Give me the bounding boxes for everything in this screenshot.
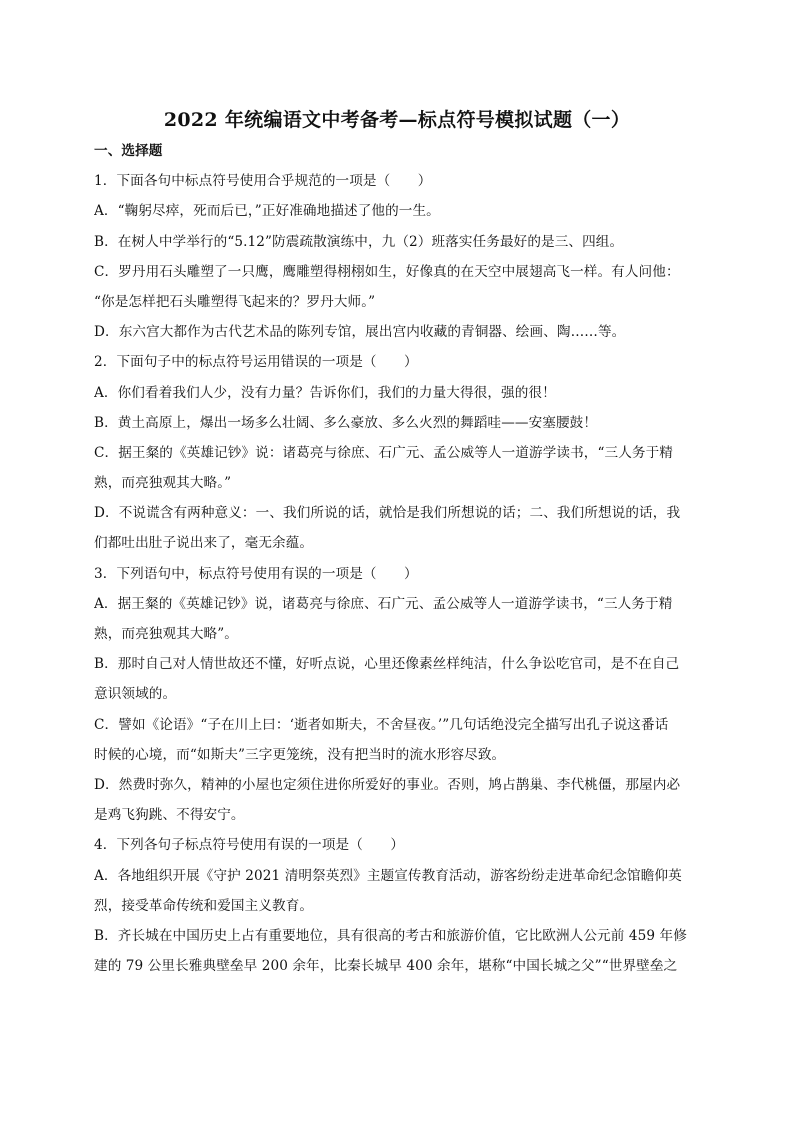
question-3-option-d-cont: 是鸡飞狗跳、不得安宁。 — [94, 807, 245, 824]
question-3-option-c: C．譬如《论语》“子在川上曰：‘逝者如斯夫，不舍昼夜。’”几句话绝没完全描写出孔子说这番话 — [94, 716, 669, 733]
question-3-stem: 3．下列语句中，标点符号使用有误的一项是（ ） — [94, 565, 418, 582]
question-1-option-c-cont: “你是怎样把石头雕塑得飞起来的？罗丹大师。” — [94, 293, 376, 310]
question-2-option-c: C．据王粲的《英雄记钞》说：诸葛亮与徐庶、石广元、孟公威等人一道游学读书，“三人务于精 — [94, 444, 673, 461]
question-4-option-b: B．齐长城在中国历史上占有重要地位，具有很高的考古和旅游价值，它比欧洲人公元前 459 年修 — [94, 927, 687, 944]
question-1-stem: 1．下面各句中标点符号使用合乎规范的一项是（ ） — [94, 173, 432, 190]
question-2-option-d-cont: 们都吐出肚子说出来了，毫无余蕴。 — [94, 535, 314, 552]
question-2-option-b: B．黄土高原上，爆出一场多么壮阔、多么豪放、多么火烈的舞蹈哇——安塞腰鼓！ — [94, 414, 598, 431]
question-3-option-c-cont: 时候的心境，而“如斯夫”三字更笼统，没有把当时的流水形容尽致。 — [94, 746, 506, 763]
question-4-option-a-cont: 烈，接受革命传统和爱国主义教育。 — [94, 897, 314, 914]
question-3-option-d: D．然费时弥久，精神的小屋也定须住进你所爱好的事业。否则，鸠占鹊巢、李代桃僵，那屋内必 — [94, 776, 681, 793]
document-title: 2022 年统编语文中考备考—标点符号模拟试题（一） — [163, 109, 631, 131]
question-1-option-b: B．在树人中学举行的“5.12”防震疏散演练中，九（2）班落实任务最好的是三、四组。 — [94, 233, 624, 250]
question-2-stem: 2．下面句子中的标点符号运用错误的一项是（ ） — [94, 354, 418, 371]
question-3-option-b: B．那时自己对人情世故还不懂，好听点说，心里还像素丝样纯洁，什么争讼吃官司，是不在自己 — [94, 656, 680, 673]
question-3-option-a-cont: 熟，而亮独观其大略”。 — [94, 626, 238, 642]
question-4-option-a: A．各地组织开展《守护 2021 清明祭英烈》主题宣传教育活动，游客纷纷走进革命纪念馆瞻仰英 — [94, 867, 682, 884]
question-4-option-b-cont: 建的 79 公里长雅典壁垒早 200 余年，比秦长城早 400 余年，堪称“中国长城之父”“世界壁垒之 — [94, 958, 678, 975]
question-2-option-a: A．你们看着我们人少，没有力量？告诉你们，我们的力量大得很，强的很！ — [94, 384, 556, 401]
question-4-stem: 4．下列各句子标点符号使用有误的一项是（ ） — [94, 837, 405, 854]
question-1-option-a: A．“鞠躬尽瘁，死而后已，”正好准确地描述了他的一生。 — [94, 203, 440, 220]
section-heading: 一、选择题 — [94, 143, 163, 159]
question-1-option-d: D．东六宫大都作为古代艺术品的陈列专馆，展出宫内收藏的青铜器、绘画、陶……等。 — [94, 324, 626, 341]
question-3-option-b-cont: 意识领域的。 — [94, 686, 177, 703]
question-3-option-a: A．据王粲的《英雄记钞》说，诸葛亮与徐庶、石广元、孟公威等人一道游学读书，“三人务于精 — [94, 595, 673, 612]
question-1-option-c: C．罗丹用石头雕塑了一只鹰，鹰雕塑得栩栩如生，好像真的在天空中展翅高飞一样。有人问他： — [94, 263, 680, 280]
question-2-option-d: D．不说谎含有两种意义：一、我们所说的话，就恰是我们所想说的话；二、我们所想说的话，我 — [94, 505, 681, 522]
document-body — [94, 143, 700, 988]
question-2-option-c-cont: 熟，而亮独观其大略。” — [94, 475, 232, 492]
